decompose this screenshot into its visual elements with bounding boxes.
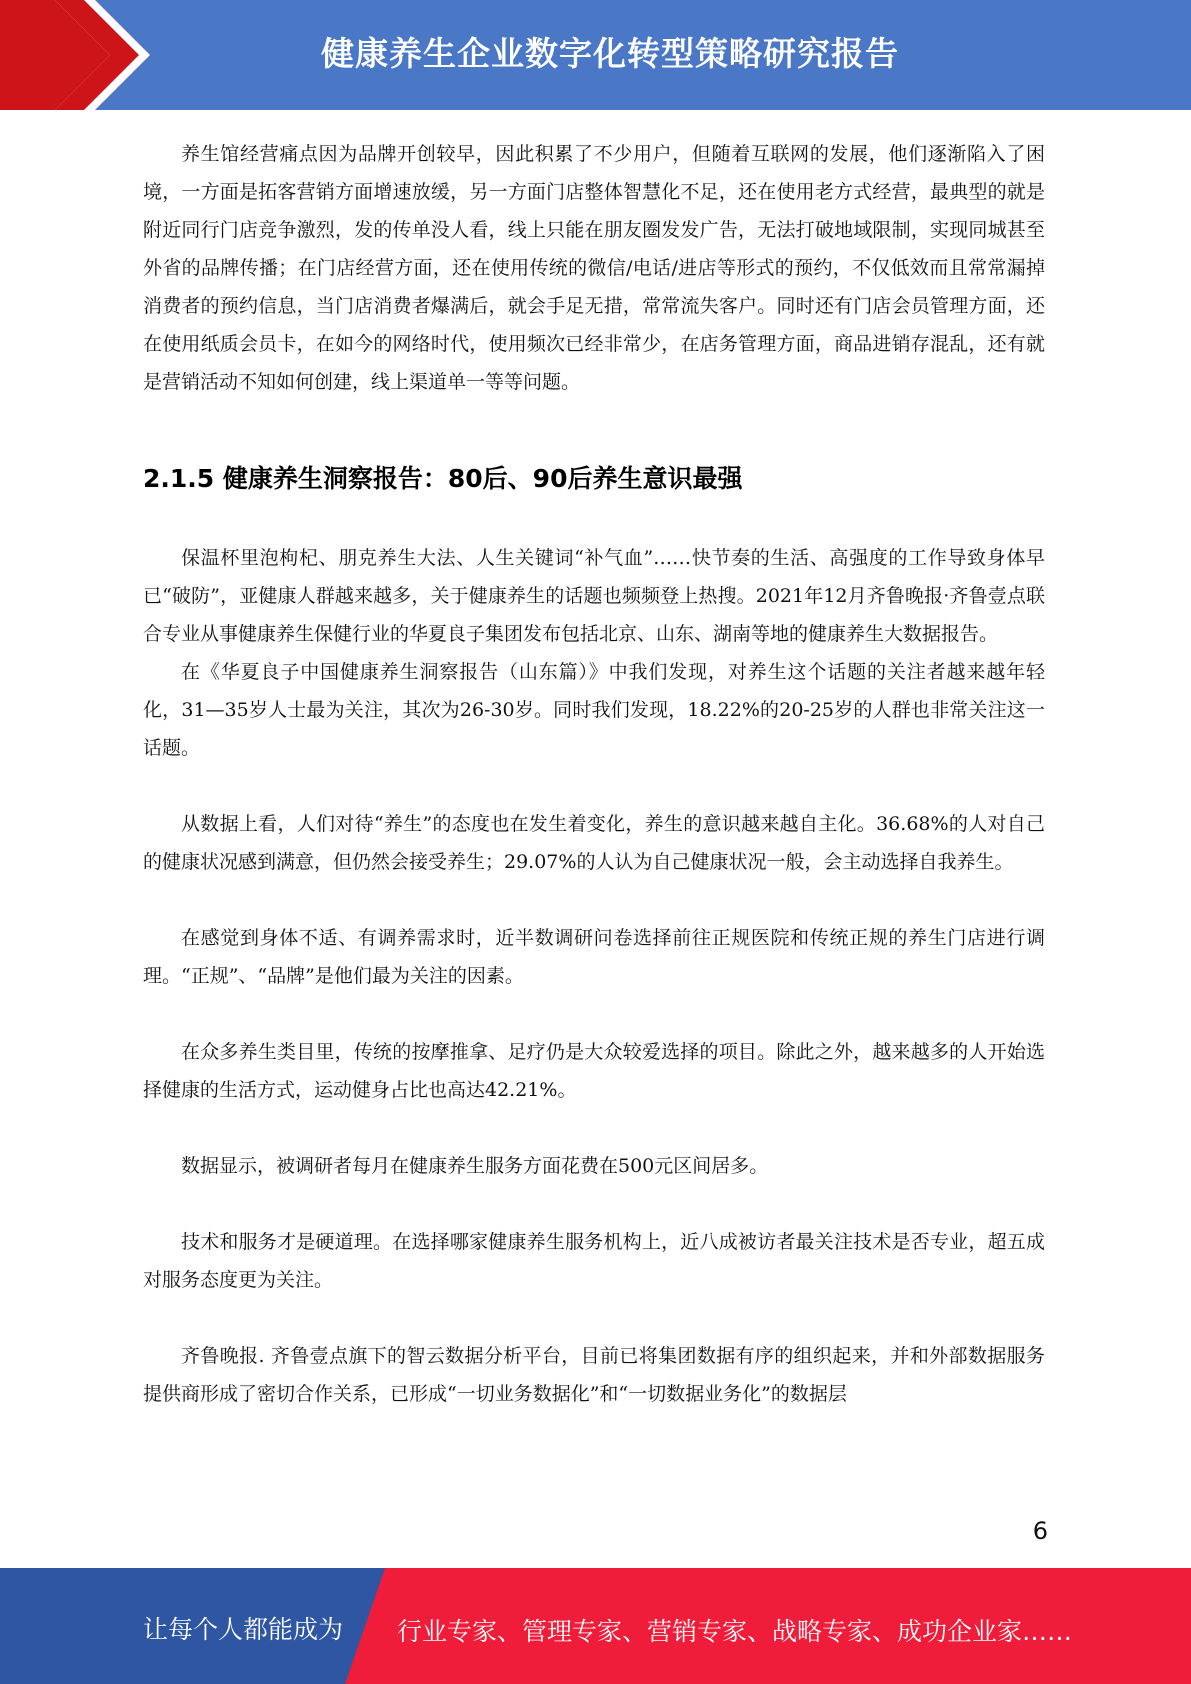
body-paragraph: 保温杯里泡枸杞、朋克养生大法、人生关键词“补气血”……快节奏的生活、高强度的工作导致身体早已“破防”，亚健康人群越来越多，关于健康养生的话题也频频登上热搜。2021年12月齐鲁晚报·齐鲁壹点联合专业从事健康养生保健行业的华夏良子集团发布包括北京、山东、湖南等地的健康养生大数据报告。 <box>143 547 1045 645</box>
main-content <box>143 135 1045 1413</box>
body-paragraph: 数据显示，被调研者每月在健康养生服务方面花费在500元区间居多。 <box>181 1155 769 1177</box>
body-paragraph: 从数据上看，人们对待“养生”的态度也在发生着变化，养生的意识越来越自主化。36.68%的人对自己的健康状况感到满意，但仍然会接受养生；29.07%的人认为自己健康状况一般，会主动选择自我养生。 <box>143 813 1045 873</box>
body-paragraph: 技术和服务才是硬道理。在选择哪家健康养生服务机构上，近八成被访者最关注技术是否专业，超五成对服务态度更为关注。 <box>143 1231 1045 1291</box>
page-header <box>0 0 1191 110</box>
footer-slogan-left: 让每个人都能成为 <box>143 1615 344 1644</box>
section-heading: 2.1.5 健康养生洞察报告：80后、90后养生意识最强 <box>143 464 743 493</box>
body-paragraph: 在众多养生类目里，传统的按摩推拿、足疗仍是大众较爱选择的项目。除此之外，越来越多的人开始选择健康的生活方式，运动健身占比也高达42.21%。 <box>143 1041 1045 1101</box>
document-title: 健康养生企业数字化转型策略研究报告 <box>321 34 899 73</box>
body-paragraph: 在《华夏良子中国健康养生洞察报告（山东篇）》中我们发现，对养生这个话题的关注者越来越年轻化，31—35岁人士最为关注，其次为26-30岁。同时我们发现，18.22%的20-25岁的人群也非常关注这一话题。 <box>143 661 1045 759</box>
body-paragraph: 在感觉到身体不适、有调养需求时，近半数调研问卷选择前往正规医院和传统正规的养生门店进行调理。“正规”、“品牌”是他们最为关注的因素。 <box>143 927 1045 987</box>
page-footer <box>0 1568 1191 1684</box>
page-number: 6 <box>1032 1517 1048 1545</box>
footer-slogan-right: 行业专家、管理专家、营销专家、战略专家、成功企业家…… <box>397 1617 1073 1646</box>
body-paragraph: 齐鲁晚报. 齐鲁壹点旗下的智云数据分析平台，目前已将集团数据有序的组织起来，并和外部数据服务提供商形成了密切合作关系，已形成“一切业务数据化”和“一切数据业务化”的数据层 <box>143 1345 1045 1405</box>
body-paragraph: 养生馆经营痛点因为品牌开创较早，因此积累了不少用户，但随着互联网的发展，他们逐渐陷入了困境，一方面是拓客营销方面增速放缓，另一方面门店整体智慧化不足，还在使用老方式经营，最典型的就是附近同行门店竞争激烈，发的传单没人看，线上只能在朋友圈发发广告，无法打破地域限制，实现同城甚至外省的品牌传播；在门店经营方面，还在使用传统的微信/电话/进店等形式的预约，不仅低效而且常常漏掉消费者的预约信息，当门店消费者爆满后，就会手足无措，常常流失客户。同时还有门店会员管理方面，还在使用纸质会员卡，在如今的网络时代，使用频次已经非常少，在店务管理方面，商品进销存混乱，还有就是营销活动不知如何创建，线上渠道单一等等问题。 <box>143 143 1045 393</box>
